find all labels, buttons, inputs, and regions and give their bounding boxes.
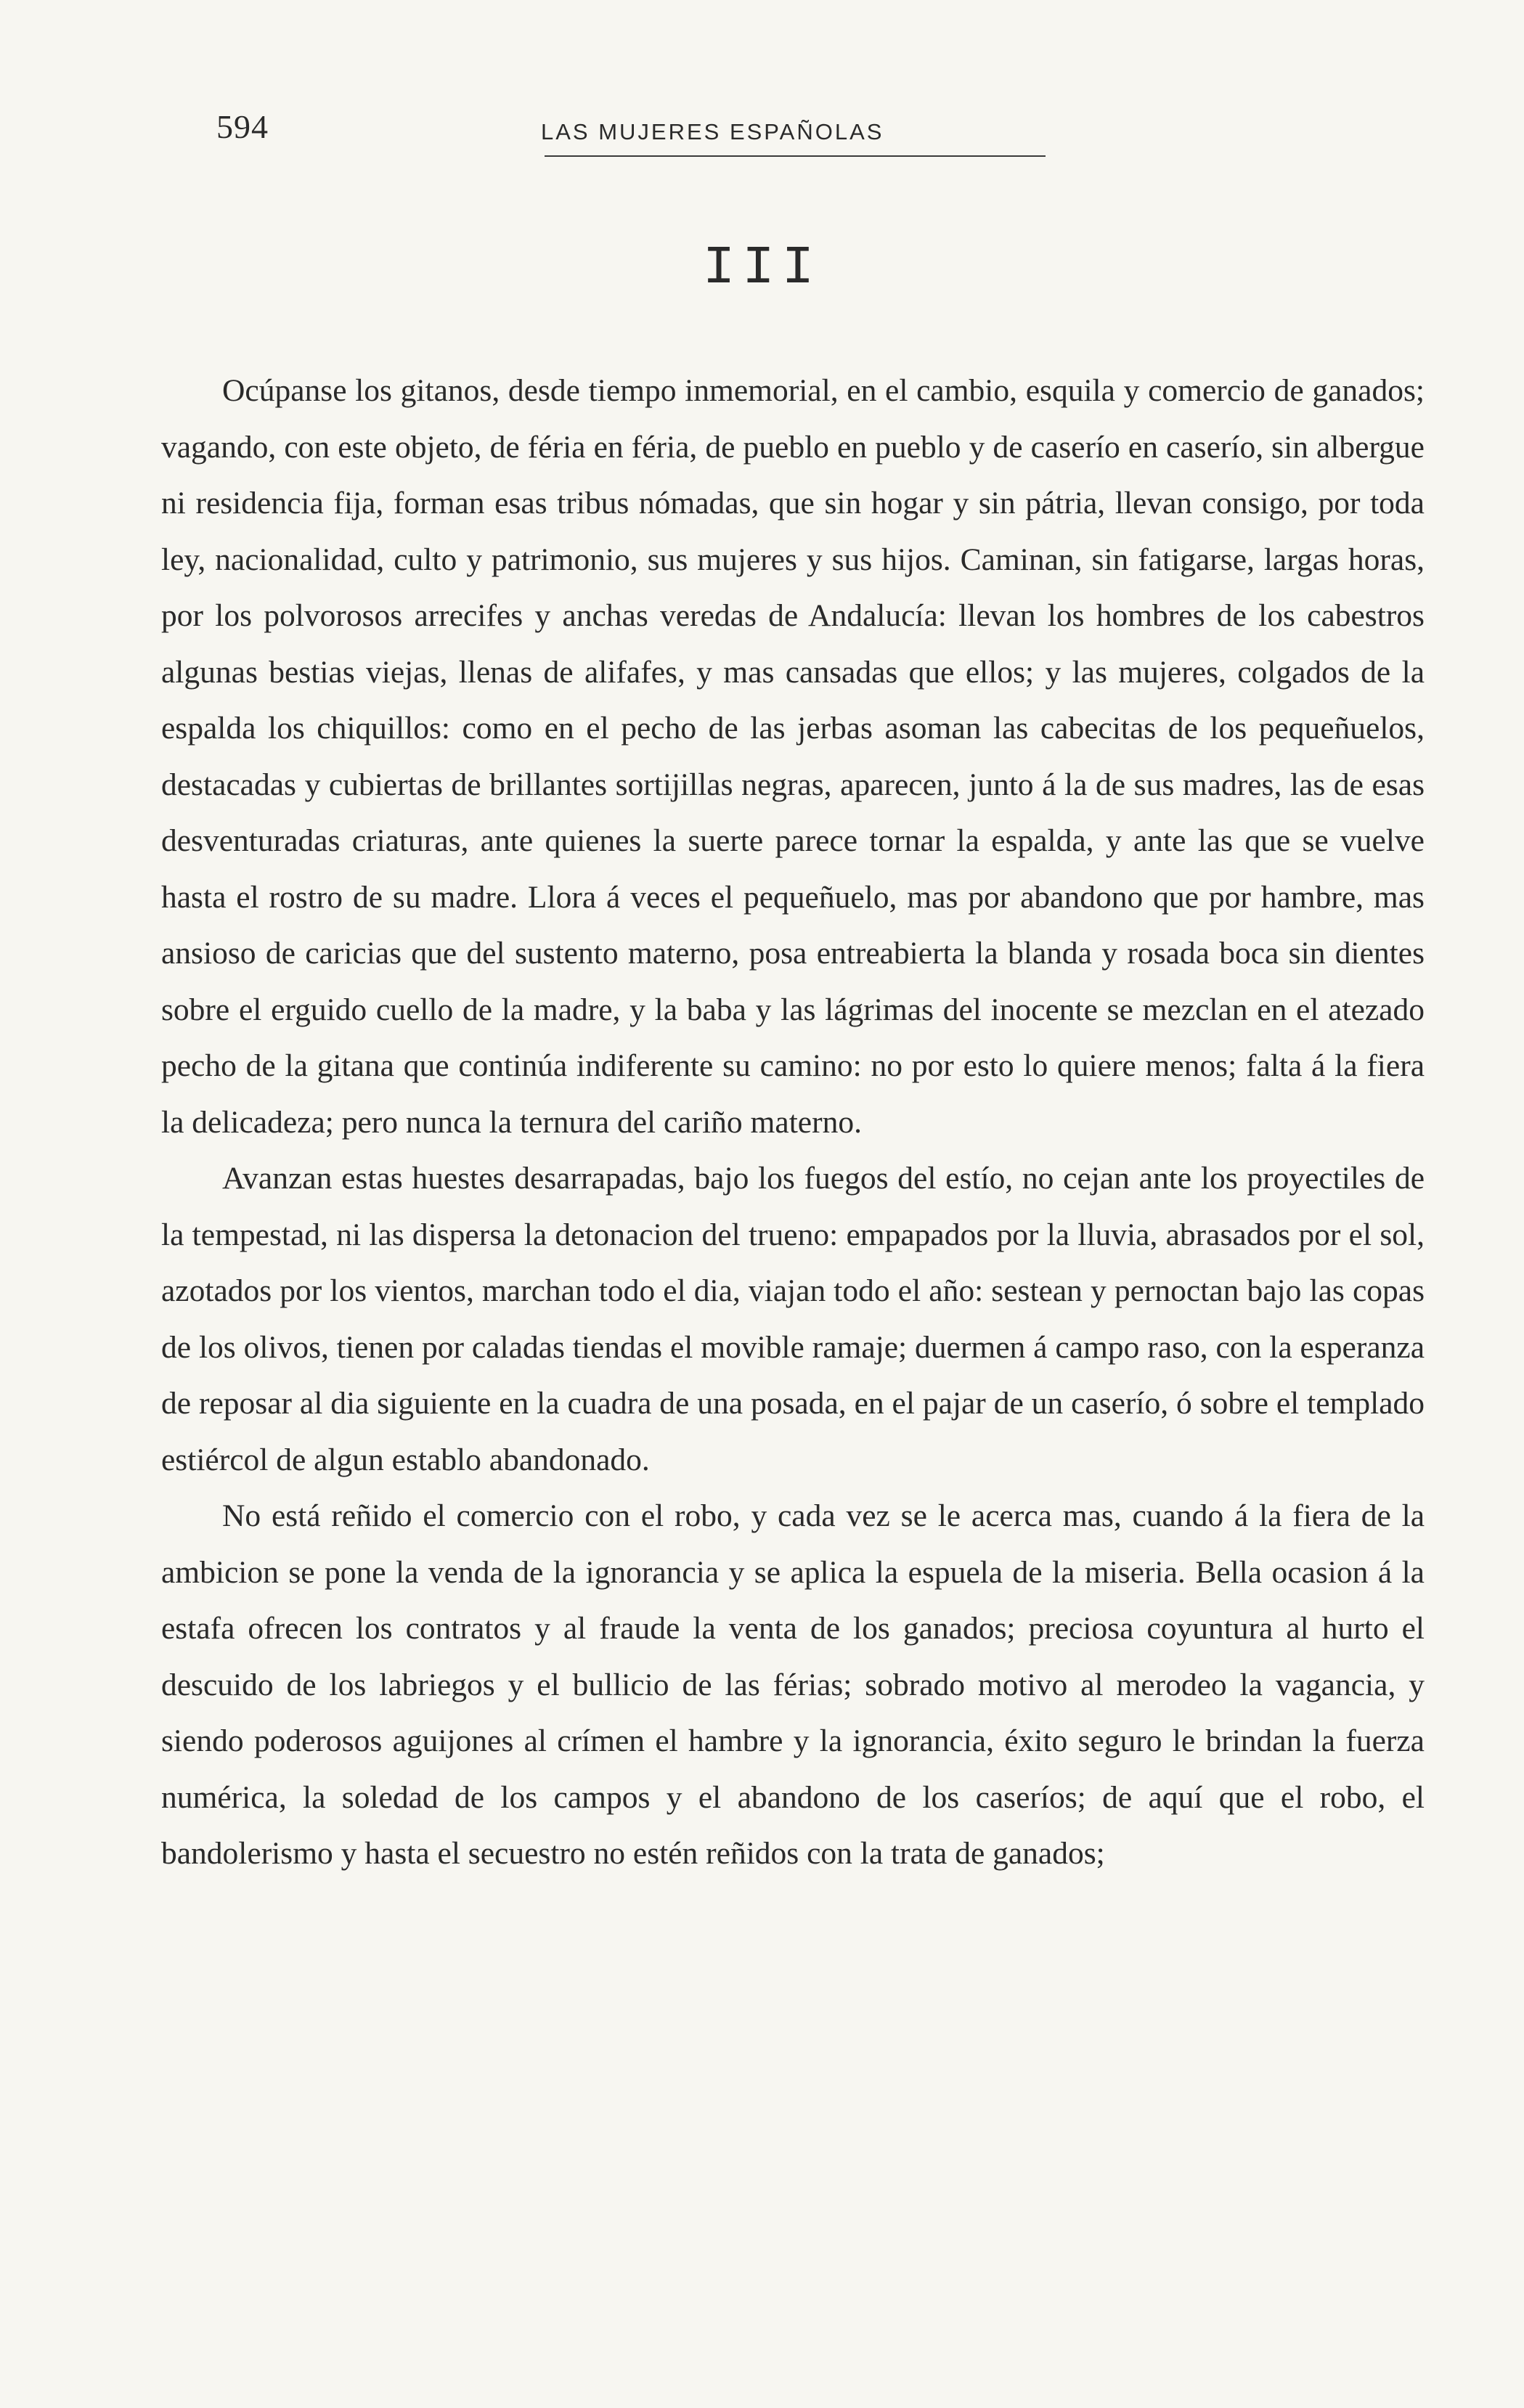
section-heading: III [702, 238, 822, 299]
running-head [0, 107, 1524, 158]
paragraph: Avanzan estas huestes desarrapadas, bajo los fuegos del estío, no cejan ante los proyectiles de la tempestad, ni las dispersa la detonacion del trueno: empapados por la lluvia, abrasados por el sol, azotados por los vientos, marchan todo el dia, viajan todo el año: sestean y pernoctan bajo las copas de los olivos, tienen por caladas tiendas el movible ramaje; duermen á campo raso, con la esperanza de reposar al dia siguiente en la cuadra de una posada, en el pajar de un caserío, ó sobre el templado estiércol de algun establo abandonado. [161, 1161, 1425, 1477]
paragraph: Ocúpanse los gitanos, desde tiempo inmemorial, en el cambio, esquila y comercio de ganados; vagando, con este objeto, de féria en féria, de pueblo en pueblo y de caserío en caserío, sin albergue ni residencia fija, forman esas tribus nómadas, que sin hogar y sin pátria, llevan consigo, por toda ley, nacionalidad, culto y patrimonio, sus mujeres y sus hijos. Caminan, sin fatigarse, largas horas, por los polvorosos arrecifes y anchas veredas de Andalucía: llevan los hombres de los cabestros algunas bestias viejas, llenas de alifafes, y mas cansadas que ellos; y las mujeres, colgados de la espalda los chiquillos: como en el pecho de las jerbas asoman las cabecitas de los pequeñuelos, destacadas y cubiertas de brillantes sortijillas negras, aparecen, junto á la de sus madres, las de esas desventuradas criaturas, ante quienes la suerte parece tornar la espalda, y ante las que se vuelve hasta el rostro de su madre. Llora á veces el pequeñuelo, mas por abandono que por hambre, mas ansioso de caricias que del sustento materno, posa entreabierta la blanda y rosada boca sin dientes sobre el erguido cuello de la madre, y la baba y las lágrimas del inocente se mezclan en el atezado pecho de la gitana que continúa indiferente su camino: no por esto lo quiere menos; falta á la fiera la delicadeza; pero nunca la ternura del cariño materno. [161, 373, 1425, 1140]
running-title: LAS MUJERES ESPAÑOLAS [541, 119, 884, 144]
page-number: 594 [216, 108, 269, 145]
header-rule [545, 155, 1046, 157]
body-text [161, 363, 1425, 1882]
paragraph: No está reñido el comercio con el robo, y cada vez se le acerca mas, cuando á la fiera de la ambicion se pone la venda de la ignorancia y se aplica la espuela de la miseria. Bella ocasion á la estafa ofrecen los contratos y al fraude la venta de los ganados; preciosa coyuntura al hurto el descuido de los labriegos y el bullicio de las férias; sobrado motivo al merodeo la vagancia, y siendo poderosos aguijones al crímen el hambre y la ignorancia, éxito seguro le brindan la fuerza numérica, la soledad de los campos y el abandono de los caseríos; de aquí que el robo, el bandolerismo y hasta el secuestro no estén reñidos con la trata de ganados; [161, 1498, 1425, 1871]
